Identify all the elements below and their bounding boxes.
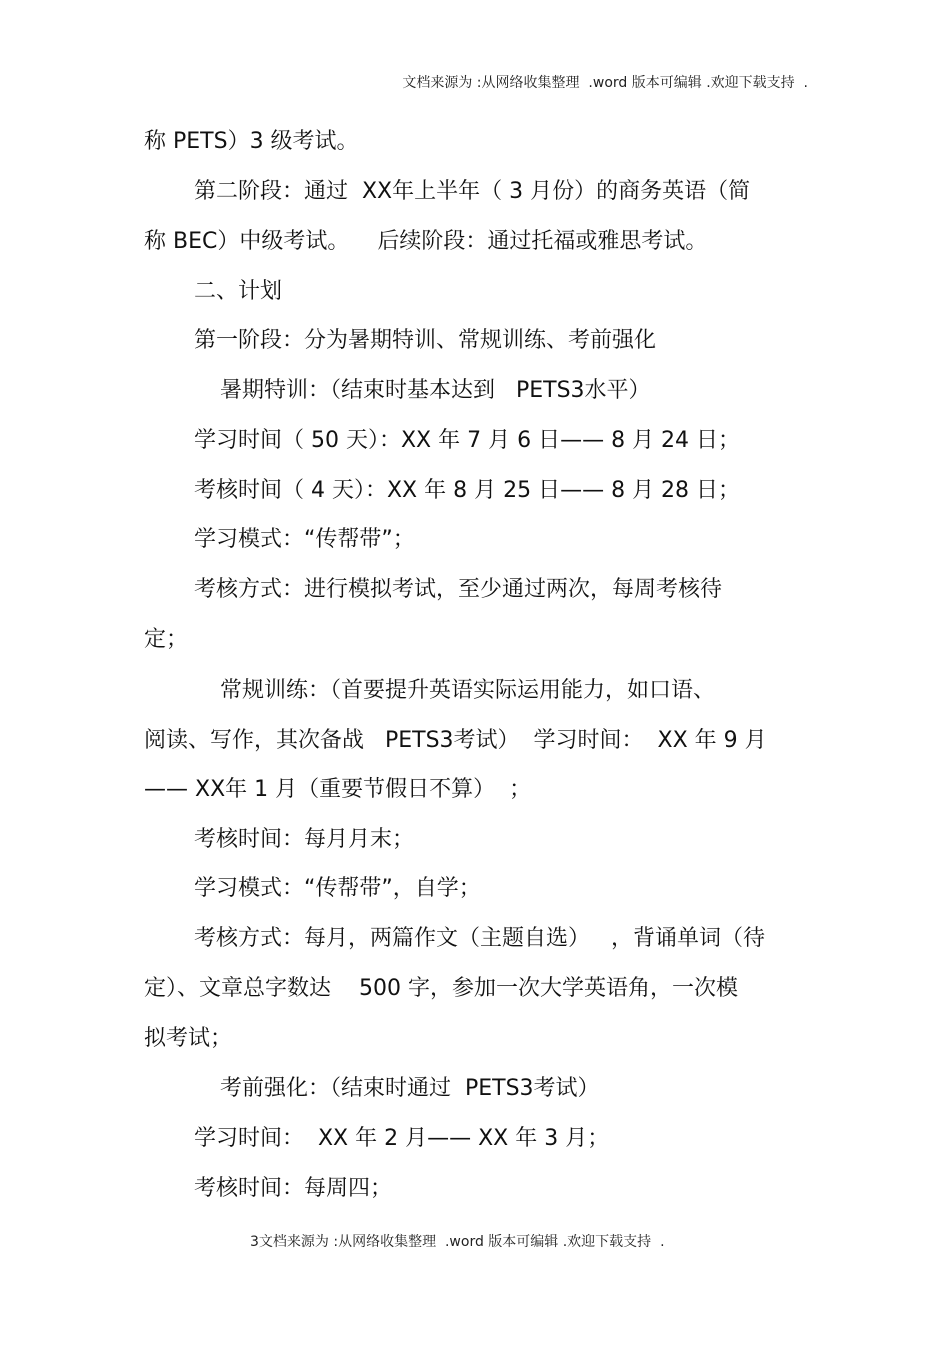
text-line-2: 第二阶段：通过 XX年上半年（ 3 月份）的商务英语（简: [194, 179, 751, 204]
text-line-14: —— XX年 1 月（重要节假日不算） ；: [144, 777, 532, 802]
page-header: 文档来源为 :从网络收集整理 .word 版本可编辑 .欢迎下载支持 .: [402, 75, 808, 91]
section-heading-plan: 二、计划: [194, 279, 283, 304]
subheading-pre-exam: 考前强化：（结束时通过 PETS3考试）: [220, 1076, 600, 1101]
subheading-regular-training: 常规训练：（首要提升英语实际运用能力，如口语、: [220, 678, 716, 703]
text-line-19: 拟考试；: [144, 1026, 233, 1051]
text-line-10: 考核方式：进行模拟考试，至少通过两次，每周考核待: [194, 577, 723, 602]
text-line-22: 考核时间：每周四；: [194, 1176, 393, 1201]
subheading-summer-training: 暑期特训：（结束时基本达到 PETS3水平）: [220, 378, 651, 403]
text-line-15: 考核时间：每月月末；: [194, 827, 415, 852]
text-line-13: 阅读、写作，其次备战 PETS3考试） 学习时间： XX 年 9 月: [144, 728, 767, 753]
text-line-21: 学习时间： XX 年 2 月—— XX 年 3 月；: [194, 1126, 610, 1151]
text-line-5: 第一阶段：分为暑期特训、常规训练、考前强化: [194, 328, 657, 353]
text-line-1: 称 PETS）3 级考试。: [144, 129, 359, 154]
text-line-18: 定）、文章总字数达 500 字，参加一次大学英语角，一次模: [144, 976, 738, 1001]
page-footer: 3文档来源为 :从网络收集整理 .word 版本可编辑 .欢迎下载支持 .: [250, 1234, 665, 1250]
text-line-3: 称 BEC）中级考试。 后续阶段：通过托福或雅思考试。: [144, 229, 708, 254]
text-line-9: 学习模式：“传帮带”；: [194, 527, 415, 552]
text-line-7: 学习时间（ 50 天）：XX 年 7 月 6 日—— 8 月 24 日；: [194, 428, 741, 453]
text-line-8: 考核时间（ 4 天）：XX 年 8 月 25 日—— 8 月 28 日；: [194, 478, 741, 503]
text-line-11: 定；: [144, 627, 189, 652]
text-line-17: 考核方式：每月，两篇作文（主题自选） ，背诵单词（待: [194, 926, 765, 951]
text-line-16: 学习模式：“传帮带”，自学；: [194, 876, 481, 901]
